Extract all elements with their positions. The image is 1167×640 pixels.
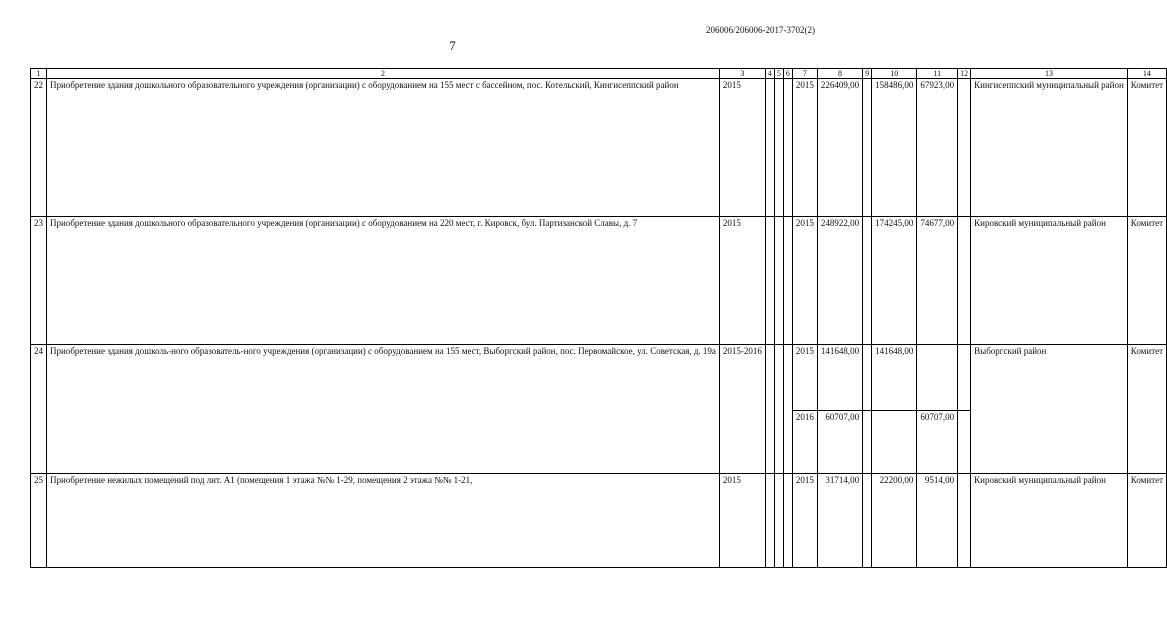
total-amount: 31714,00 [817, 474, 862, 568]
amount-col10: 174245,00 [872, 217, 917, 345]
empty-cell [863, 79, 872, 217]
column-number: 7 [792, 69, 817, 79]
total-amount: 141648,00 [817, 345, 862, 411]
amount-col10: 22200,00 [872, 474, 917, 568]
empty-cell [774, 474, 783, 568]
total-amount: 60707,00 [817, 411, 862, 474]
column-number: 9 [863, 69, 872, 79]
empty-cell [958, 345, 971, 411]
column-number: 11 [917, 69, 958, 79]
year: 2015 [792, 79, 817, 217]
district: Кингисеппский муниципальный район [971, 79, 1128, 217]
amount-col10: 141648,00 [872, 345, 917, 411]
empty-cell [783, 345, 792, 474]
row-number: 22 [31, 79, 47, 217]
program-table [30, 68, 1167, 568]
year: 2016 [792, 411, 817, 474]
column-number: 3 [719, 69, 765, 79]
object-name: Приобретение здания дошколь-ного образователь-ного учреждения (организации) с оборудованием на 155 мест, Выборгский район, пос. Первомайское, ул. Советская, д. 19а [47, 345, 720, 474]
total-amount: 226409,00 [817, 79, 862, 217]
column-number-row [31, 69, 1167, 79]
object-name: Приобретение нежилых помещений под лит. А1 (помещения 1 этажа №№ 1-29, помещения 2 этажа №№ 1-21, [47, 474, 720, 568]
empty-cell [958, 474, 971, 568]
column-number: 5 [774, 69, 783, 79]
empty-cell [863, 217, 872, 345]
column-number: 13 [971, 69, 1128, 79]
executor: Комитет [1127, 474, 1166, 568]
district: Выборгский район [971, 345, 1128, 474]
empty-cell [863, 411, 872, 474]
row-number: 23 [31, 217, 47, 345]
empty-cell [765, 474, 774, 568]
column-number: 14 [1127, 69, 1166, 79]
column-number: 12 [958, 69, 971, 79]
column-number: 6 [783, 69, 792, 79]
empty-cell [872, 411, 917, 474]
column-number: 1 [31, 69, 47, 79]
year: 2015 [792, 217, 817, 345]
amount-col11: 9514,00 [917, 474, 958, 568]
page-number: 7 [449, 38, 456, 53]
amount-col10: 158486,00 [872, 79, 917, 217]
table-row [31, 474, 1167, 568]
empty-cell [783, 79, 792, 217]
empty-cell [917, 345, 958, 411]
amount-col11: 60707,00 [917, 411, 958, 474]
table-row [31, 79, 1167, 217]
period: 2015 [719, 474, 765, 568]
document-id: 206006/206006-2017-3702(2) [706, 25, 815, 35]
column-number: 4 [765, 69, 774, 79]
empty-cell [863, 345, 872, 411]
amount-col11: 67923,00 [917, 79, 958, 217]
row-number: 25 [31, 474, 47, 568]
object-name: Приобретение здания дошкольного образовательного учреждения (организации) с оборудованием на 220 мест, г. Кировск, бул. Партизанской Славы, д. 7 [47, 217, 720, 345]
empty-cell [958, 217, 971, 345]
period: 2015 [719, 217, 765, 345]
period: 2015-2016 [719, 345, 765, 474]
object-name: Приобретение здания дошкольного образовательного учреждения (организации) с оборудованием на 155 мест с бассейном, пос. Котельский, Кингисеппский район [47, 79, 720, 217]
year: 2015 [792, 345, 817, 411]
empty-cell [863, 474, 872, 568]
total-amount: 248922,00 [817, 217, 862, 345]
year: 2015 [792, 474, 817, 568]
column-number: 2 [47, 69, 720, 79]
empty-cell [774, 79, 783, 217]
empty-cell [774, 345, 783, 474]
table-row [31, 345, 1167, 411]
empty-cell [765, 345, 774, 474]
column-number: 10 [872, 69, 917, 79]
empty-cell [765, 217, 774, 345]
table-row [31, 217, 1167, 345]
empty-cell [958, 411, 971, 474]
empty-cell [765, 79, 774, 217]
column-number: 8 [817, 69, 862, 79]
empty-cell [958, 79, 971, 217]
district: Кировский муниципальный район [971, 474, 1128, 568]
executor: Комитет [1127, 79, 1166, 217]
period: 2015 [719, 79, 765, 217]
empty-cell [774, 217, 783, 345]
row-number: 24 [31, 345, 47, 474]
executor: Комитет [1127, 217, 1166, 345]
amount-col11: 74677,00 [917, 217, 958, 345]
district: Кировский муниципальный район [971, 217, 1128, 345]
executor: Комитет [1127, 345, 1166, 474]
empty-cell [783, 217, 792, 345]
empty-cell [783, 474, 792, 568]
